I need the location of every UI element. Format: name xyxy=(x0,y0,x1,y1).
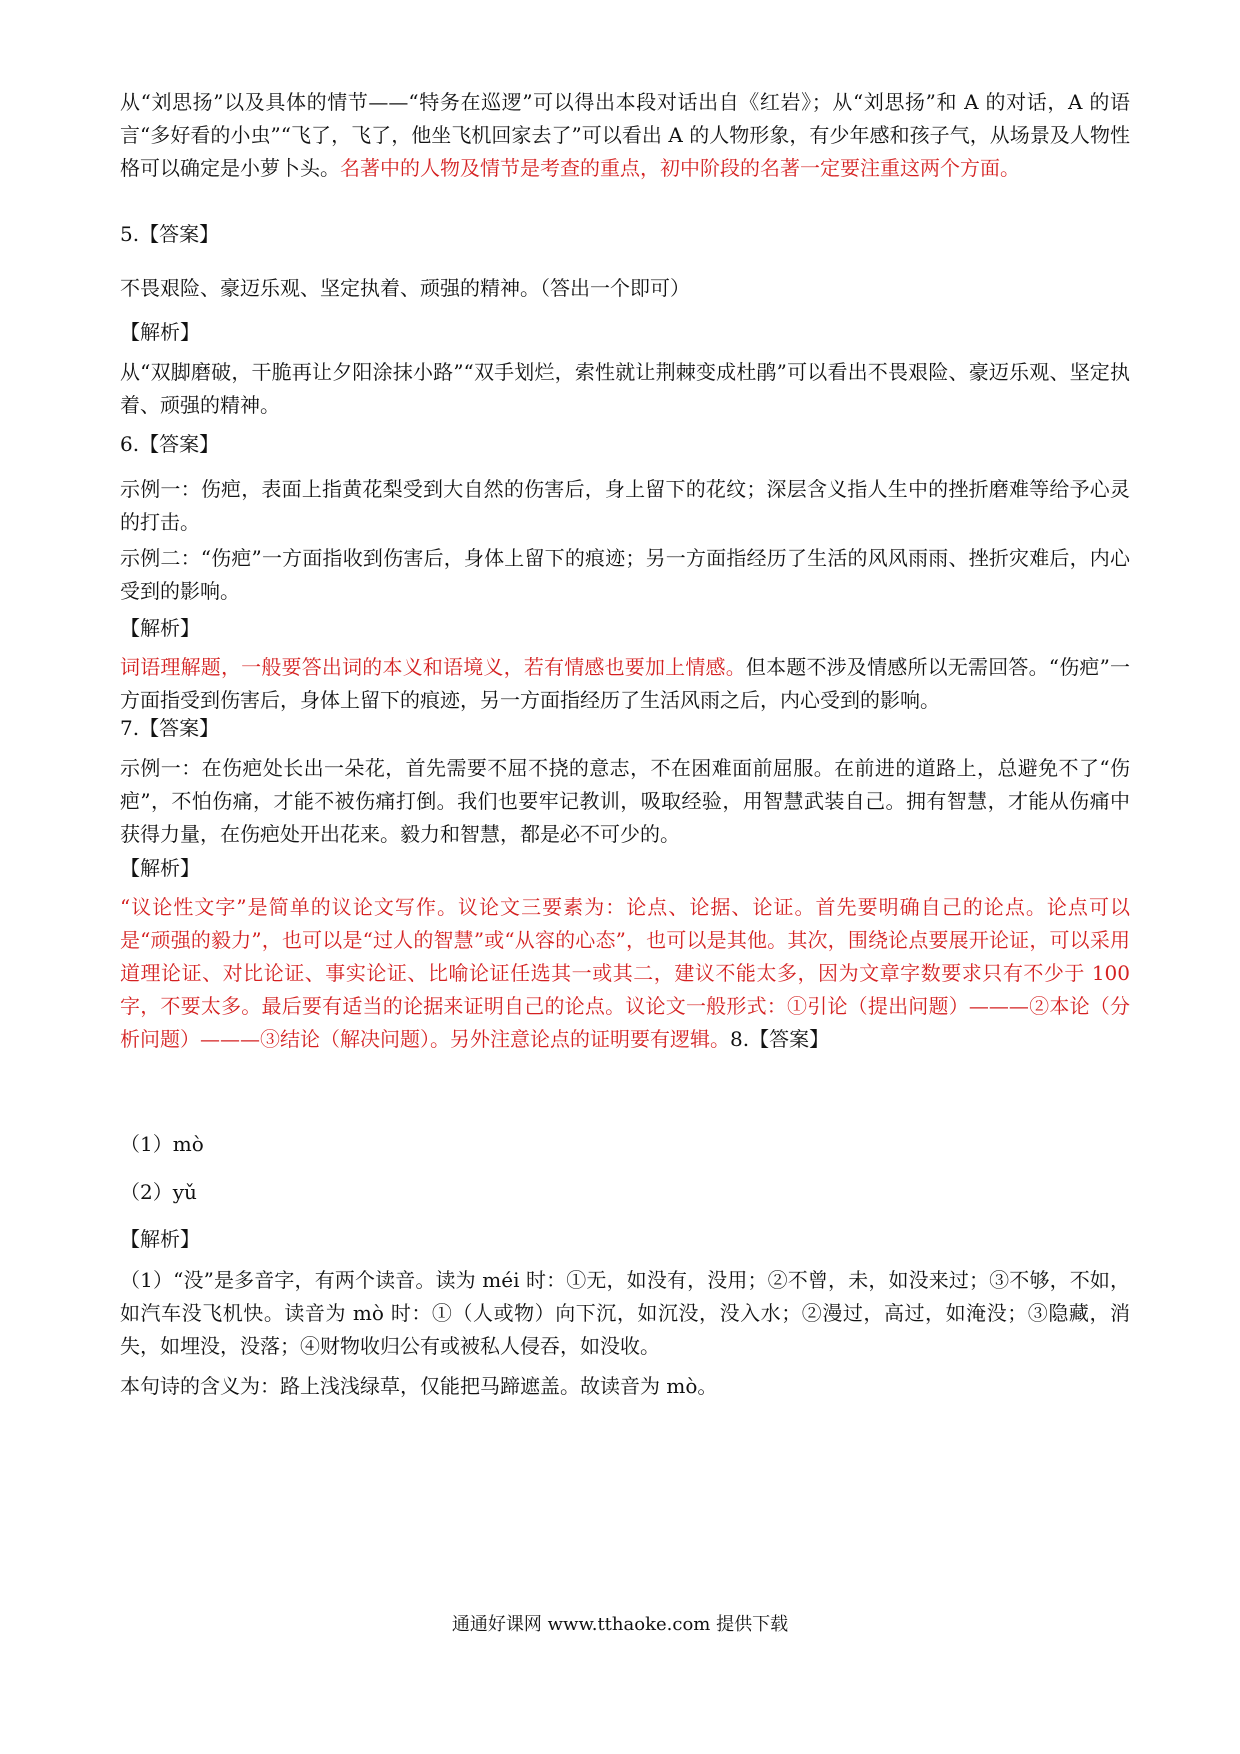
q6-analysis-highlight: 词语理解题，一般要答出词的本义和语境义，若有情感也要加上情感。 xyxy=(120,655,746,679)
q7-analysis-heading: 【解析】 xyxy=(120,856,200,880)
page-footer: 通通好课网 www.tthaoke.com 提供下载 xyxy=(451,1614,789,1635)
q8-note: 本句诗的含义为：路上浅浅绿草，仅能把马蹄遮盖。故读音为 mò。 xyxy=(120,1374,718,1398)
q4-analysis-text: 从“刘思扬”以及具体的情节——“特务在巡逻”可以得出本段对话出自《红岩》；从“刘思扬”和 A 的对话，A 的语言“多好看的小虫”“飞了，飞了，他坐飞机回家去了”可以看出 A 的人物形象，有少年感和孩子气，从场景及人物性格可以确定是小萝卜头。 xyxy=(120,90,1130,180)
q6-analysis-rest: 但本题不涉及情感所以无需回答。“伤疤”一方面指受到伤害后，身体上留下的痕迹，另一方面指经历了生活风雨之后，内心受到的影响。 xyxy=(120,655,1130,712)
q5-analysis-heading: 【解析】 xyxy=(120,320,200,344)
q8-analysis-text: （1）“没”是多音字，有两个读音。读为 méi 时：①无，如没有，没用；②不曾，未，如没来过；③不够，不如，如汽车没飞机快。读音为 mò 时：①（人或物）向下沉，如沉没，没入水；②漫过，高过，如淹没；③隐藏，消失，如埋没，没落；④财物收归公有或被私人侵吞，如没收。 xyxy=(120,1268,1130,1358)
q4-analysis-highlight: 名著中的人物及情节是考查的重点，初中阶段的名著一定要注重这两个方面。 xyxy=(340,156,1020,180)
q8-answer-2: （2）yǔ xyxy=(120,1180,197,1204)
q7-example-1: 示例一：在伤疤处长出一朵花，首先需要不屈不挠的意志，不在困难面前屈服。在前进的道路上，总避免不了“伤疤”，不怕伤痛，才能不被伤痛打倒。我们也要牢记教训，吸取经验，用智慧武装自己。拥有智慧，才能从伤痛中获得力量，在伤疤处开出花来。毅力和智慧，都是必不可少的。 xyxy=(120,756,1130,846)
q5-answer-heading: 5.【答案】 xyxy=(120,222,220,246)
q7-analysis-text xyxy=(120,891,1130,1056)
paragraph-q4-analysis xyxy=(120,86,1130,185)
q6-example-1: 示例一：伤疤，表面上指黄花梨受到大自然的伤害后，身上留下的花纹；深层含义指人生中的挫折磨难等给予心灵的打击。 xyxy=(120,477,1130,534)
q7-analysis-highlight: “议论性文字”是简单的议论文写作。议论文三要素为：论点、论据、论证。首先要明确自己的论点。论点可以是“顽强的毅力”，也可以是“过人的智慧”或“从容的心态”，也可以是其他。其次，围绕论点要展开论证，可以采用道理论证、对比论证、事实论证、比喻论证任选其一或其二，建议不能太多，因为文章字数要求只有不少于 100 字，不要太多。最后要有适当的论据来证明自己的论点。议论文一般形式：①引论（提出问题）———②本论（分析问题）———③结论（解决问题）。另外注意论点的证明要有逻辑。 xyxy=(120,895,1130,1051)
q5-answer-text: 不畏艰险、豪迈乐观、坚定执着、顽强的精神。（答出一个即可） xyxy=(120,276,690,300)
q8-answer-heading: 8.【答案】 xyxy=(730,1027,830,1051)
q6-example-2: 示例二：“伤疤”一方面指收到伤害后，身体上留下的痕迹；另一方面指经历了生活的风风雨雨、挫折灾难后，内心受到的影响。 xyxy=(120,546,1130,603)
q8-analysis-heading: 【解析】 xyxy=(120,1227,200,1251)
q7-answer-heading: 7.【答案】 xyxy=(120,716,220,740)
q6-analysis-heading: 【解析】 xyxy=(120,616,200,640)
q6-answer-heading: 6.【答案】 xyxy=(120,432,220,456)
q5-analysis-text: 从“双脚磨破，干脆再让夕阳涂抹小路”“双手划烂，索性就让荆棘变成杜鹃”可以看出不畏艰险、豪迈乐观、坚定执着、顽强的精神。 xyxy=(120,360,1130,417)
q6-analysis-text xyxy=(120,651,1130,717)
q8-answer-1: （1）mò xyxy=(120,1132,204,1156)
